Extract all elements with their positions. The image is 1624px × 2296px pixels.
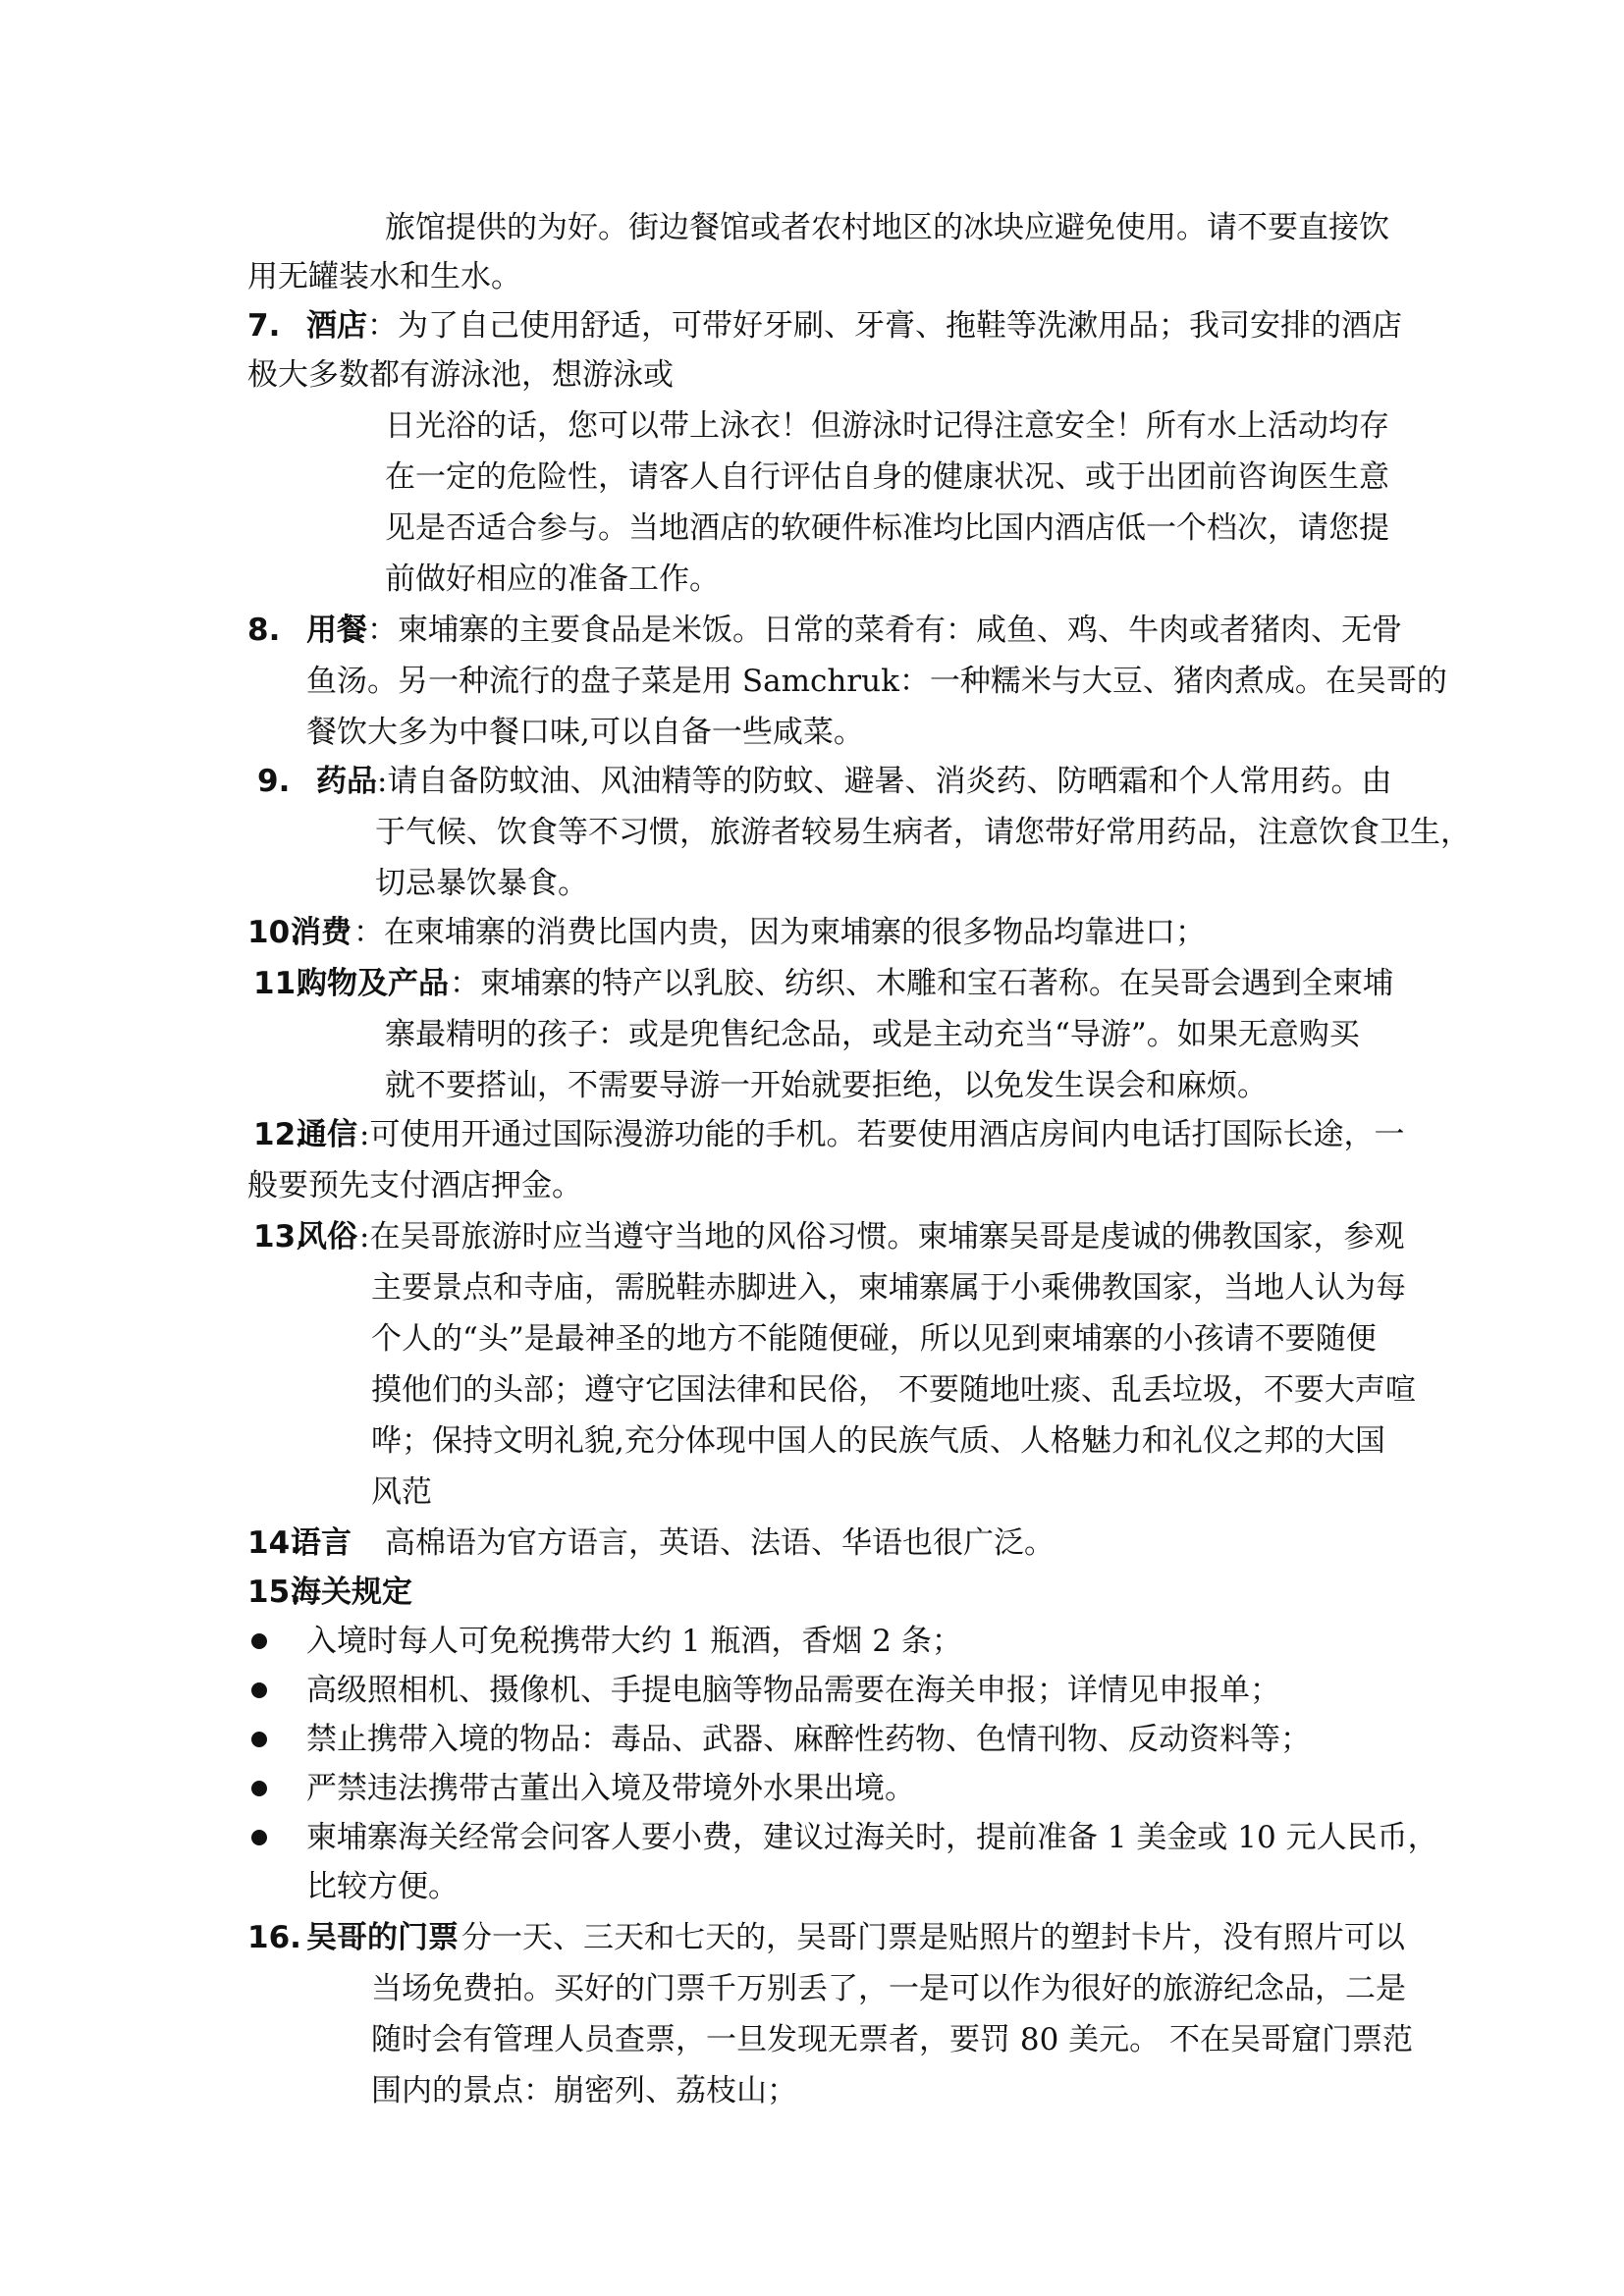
section-line: 主要景点和寺庙，需脱鞋赤脚进入，柬埔寨属于小乘佛教国家，当地人认为每 [371, 1270, 1406, 1306]
section-number: 13. [253, 1219, 307, 1255]
section-line: 日光浴的话，您可以带上泳衣！但游泳时记得注意安全！所有水上活动均存 [385, 408, 1389, 444]
section-line: ：柬埔寨的特产以乳胶、纺织、木雕和宝石著称。在吴哥会遇到全柬埔 [450, 966, 1393, 1001]
section-line: 见是否适合参与。当地酒店的软硬件标准均比国内酒店低一个档次，请您提 [385, 510, 1389, 546]
bullet-text: 高级照相机、摄像机、手提电脑等物品需要在海关申报；详情见申报单； [306, 1673, 1280, 1708]
bullet-text: 严禁违法携带古董出入境及带境外水果出境。 [306, 1771, 915, 1806]
section-title: 通信 [297, 1117, 357, 1152]
section-line: :在吴哥旅游时应当遵守当地的风俗习惯。柬埔寨吴哥是虔诚的佛教国家，参观 [359, 1219, 1405, 1255]
section-line: 围内的景点：崩密列、荔枝山； [371, 2073, 797, 2109]
section-title: 风俗 [297, 1219, 357, 1255]
section-number: 15. [247, 1575, 301, 1610]
section-title: 消费 [291, 915, 352, 950]
section-number: 12. [253, 1117, 307, 1152]
intro-line: 旅馆提供的为好。街边餐馆或者农村地区的冰块应避免使用。请不要直接饮 [385, 210, 1389, 245]
section-line: 风范 [371, 1474, 432, 1510]
section-line: 前做好相应的准备工作。 [385, 561, 720, 597]
section-line: ：在柬埔寨的消费比国内贵，因为柬埔寨的很多物品均靠进口； [353, 915, 1206, 950]
section-line: 就不要搭讪，不需要导游一开始就要拒绝，以免发生误会和麻烦。 [385, 1068, 1268, 1103]
section-number: 10. [247, 915, 301, 950]
section-number: 9. [257, 764, 291, 799]
section-title: 吴哥的门票 [306, 1920, 459, 1955]
section-line: 鱼汤。另一种流行的盘子菜是用 Samchruk：一种糯米与大豆、猪肉煮成。在吴哥的 [306, 664, 1447, 699]
section-line: 切忌暴饮暴食。 [375, 866, 588, 901]
bullet-text: 柬埔寨海关经常会问客人要小费，建议过海关时，提前准备 1 美金或 10 元人民币， [306, 1820, 1438, 1855]
section-title: 药品 [316, 764, 377, 799]
section-line: 哗；保持文明礼貌,充分体现中国人的民族气质、人格魅力和礼仪之邦的大国 [371, 1423, 1385, 1459]
section-title: 用餐 [306, 613, 367, 648]
section-line: 高棉语为官方语言，英语、法语、华语也很广泛。 [385, 1525, 1055, 1561]
section-line: 极大多数都有游泳池，想游泳或 [247, 357, 674, 393]
section-line: ：为了自己使用舒适，可带好牙刷、牙膏、拖鞋等洗漱用品；我司安排的酒店 [367, 308, 1402, 344]
section-title: 酒店 [306, 308, 367, 344]
bullet-icon [251, 1633, 267, 1649]
section-title: 购物及产品 [297, 966, 449, 1001]
section-line: 个人的“头”是最神圣的地方不能随便碰，所以见到柬埔寨的小孩请不要随便 [371, 1321, 1377, 1357]
bullet-text: 比较方便。 [306, 1869, 459, 1904]
section-line: :请自备防蚊油、风油精等的防蚊、避暑、消炎药、防晒霜和个人常用药。由 [377, 764, 1392, 799]
section-line: 餐饮大多为中餐口味,可以自备一些咸菜。 [306, 715, 864, 750]
section-number: 16. [247, 1920, 301, 1955]
section-line: 分一天、三天和七天的，吴哥门票是贴照片的塑封卡片，没有照片可以 [461, 1920, 1405, 1955]
section-line: 摸他们的头部；遵守它国法律和民俗， 不要随地吐痰、乱丢垃圾，不要大声喧 [371, 1372, 1416, 1408]
section-line: ：柬埔寨的主要食品是米饭。日常的菜肴有：咸鱼、鸡、牛肉或者猪肉、无骨 [367, 613, 1402, 648]
section-line: 寨最精明的孩子：或是兜售纪念品，或是主动充当“导游”。如果无意购买 [385, 1017, 1360, 1052]
bullet-icon [251, 1682, 267, 1698]
section-line: :可使用开通过国际漫游功能的手机。若要使用酒店房间内电话打国际长途，一 [359, 1117, 1405, 1152]
section-line: 般要预先支付酒店押金。 [247, 1168, 582, 1203]
section-line: 于气候、饮食等不习惯，旅游者较易生病者，请您带好常用药品，注意饮食卫生， [375, 815, 1471, 850]
section-line: 随时会有管理人员查票，一旦发现无票者，要罚 80 美元。 不在吴哥窟门票范 [371, 2022, 1414, 2057]
bullet-text: 入境时每人可免税携带大约 1 瓶酒，香烟 2 条； [306, 1624, 962, 1659]
section-number: 7. [247, 308, 281, 344]
section-number: 14. [247, 1525, 301, 1561]
intro-line: 用无罐装水和生水。 [247, 259, 521, 294]
bullet-text: 禁止携带入境的物品：毒品、武器、麻醉性药物、色情刊物、反动资料等； [306, 1722, 1311, 1757]
section-number: 8. [247, 613, 281, 648]
section-line: 当场免费拍。买好的门票千万别丢了，一是可以作为很好的旅游纪念品，二是 [371, 1971, 1406, 2006]
section-line: 在一定的危险性，请客人自行评估自身的健康状况、或于出团前咨询医生意 [385, 459, 1389, 495]
bullet-icon [251, 1732, 267, 1747]
bullet-icon [251, 1781, 267, 1796]
section-title: 语言 [291, 1525, 352, 1561]
section-title: 海关规定 [291, 1575, 412, 1610]
section-number: 11. [253, 966, 307, 1001]
bullet-icon [251, 1830, 267, 1845]
